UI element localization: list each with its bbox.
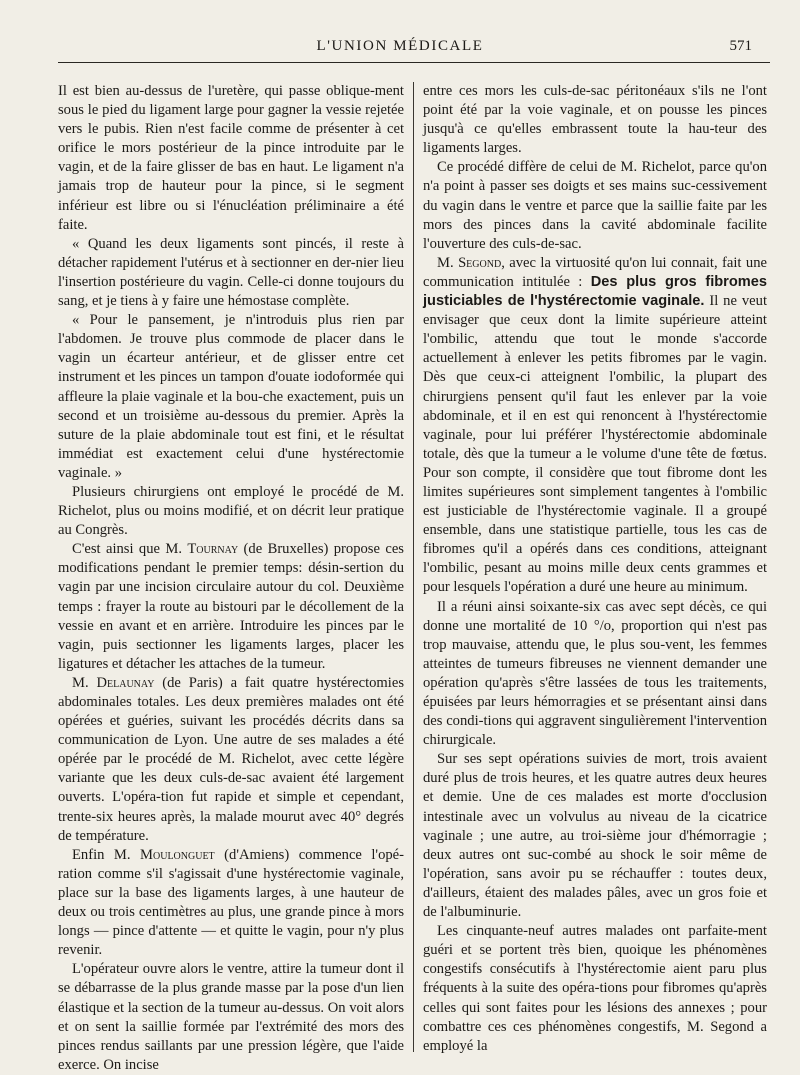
paragraph: « Pour le pansement, je n'introduis plus rien par l'abdomen. Je trouve plus commode de placer dans le vagin un écarteur antérieur, et de glisser entre cet instrument et les pinces un tampon d'ouate iodoformée qui affleure la plaie vaginale et la bou-che exactement, puis un second et un troisième au-dessous du premier. Après la suture de la plaie abdominale tout est fini, et le résultat immédiat est exactement celui d'une hystérectomie vaginale. »: [58, 312, 404, 481]
column-divider: [413, 82, 414, 1052]
running-head: [0, 38, 800, 60]
paragraph: [58, 540, 404, 674]
text-run: M.: [437, 254, 459, 271]
left-column: [58, 82, 404, 1075]
paragraph: Plusieurs chirurgiens ont employé le procédé de M. Richelot, plus ou moins modifié, et on décrit leur pratique au Congrès.: [58, 483, 404, 539]
text-run: (d'Amiens) commence l'opé-ration comme s'il s'agissait d'une hystérectomie vaginale, place sur la base des ligaments larges, à une hauteur de deux ou trois centimètres au plus, une grande pince à mors longs — pince d'attente — et quitte le vagin, pour n'y plus revenir.: [58, 846, 404, 959]
page-number: 571: [729, 38, 752, 54]
paragraph: L'opérateur ouvre alors le ventre, attire la tumeur dont il se débarrasse de la plus grande masse par la pose d'un lien élastique et la section de la tumeur au-dessus. On voit alors et on sent la saillie formée par l'extrémité des mors des pinces rendus saillants par une pression légère, que l'aide exerce. On incise: [58, 961, 404, 1073]
paragraph: « Quand les deux ligaments sont pincés, il reste à détacher rapidement l'utérus et à sectionner en der-nier lieu l'insertion postérieure du vagin. Celle-ci donne toujours du sang, et je tiens à y faire une hémostase complète.: [58, 235, 404, 310]
text-run: Il ne veut envisager que ceux dont la limite supérieure atteint l'ombilic, attendu que tout le monde s'accorde actuellement à enlever les petits fibromes par le vagin. Dès que ceux-ci atteignent l'ombilic, la plupart des chirurgiens pensent qu'il faut les enlever par la voie abdominale, et il en est qui renoncent à l'hystérectomie vaginale, pour lui préférer l'hystérectomie abdominale totale, dès que la tumeur a le volume d'une tête de fœtus. Pour son compte, il considère que tout fibrome dont les limites supérieures sont simplement tangentes à l'ombilic est justiciable de l'hystérectomie vaginale. Il a groupé ensemble, dans une statistique partielle, tous les cas de fibromes qu'il a opérés dans ces conditions, atteignant l'ombilic, pesant au moins mille deux cents grammes et pour lesquels l'opération a duré une heure au minimum.: [423, 293, 768, 596]
paragraph: Les cinquante-neuf autres malades ont parfaite-ment guéri et se portent très bien, quoique les phénomènes congestifs consécutifs à l'hystérectomie aient paru plus fréquents à la suite des opéra-tions pour fibromes qu'après celles qui sont faites pour les lésions des annexes ; pour combattre ces ces phénomènes congestifs, M. Segond a employé la: [423, 923, 767, 1054]
author-name: Delaunay: [96, 674, 155, 691]
text-run: M.: [72, 674, 97, 691]
text-run: (de Bruxelles) propose ces modifications pendant le premier temps: désin-sertion du vagin par une incision circulaire autour du col. Deuxième temps : frayer la route au bistouri par le décollement de la vessie en avant et en arrière. Introduire les pinces par le vagin, puis sectionner les ligaments larges, placer les ligatures et détacher les attaches de la tumeur.: [58, 541, 404, 672]
author-name: Tournay: [187, 541, 239, 558]
paragraph: Sur ses sept opérations suivies de mort, trois avaient duré plus de trois heures, et les quatre autres deux heures et demie. Une de ces malades est morte d'occlusion intestinale avec un volvulus au niveau de la cicatrice vaginale ; une autre, au troi-sième jour d'hémorragie ; deux autres ont suc-combé au shock le soir même de l'opération, sans avoir pu se réchauffer : toutes deux, d'ailleurs, étaient des malades pâles, avec un gros foie et de l'albuminurie.: [423, 751, 767, 921]
journal-title: L'UNION MÉDICALE: [316, 38, 484, 54]
paragraph: Il a réuni ainsi soixante-six cas avec sept décès, ce qui donne une mortalité de 10 °/o, proportion qui n'est pas trop mauvaise, attendu que, le plus sou-vent, les femmes atteintes de tumeurs fibreuses ne viennent demander une opération qu'après s'être lassées de tous les traitements, épuisées par leurs hémorragies et se présentant ainsi dans des condi-tions qui aggravent singulièrement l'intervention chirurgicale.: [423, 598, 767, 749]
paragraph: [58, 846, 404, 961]
paragraph: Ce procédé diffère de celui de M. Richelot, parce qu'on n'a point à passer ses doigts et ses mains suc-cessivement du vagin dans le ventre et parce que la saillie faite par les mors des pinces dans la cavité abdominale facilite l'ouverture des culs-de-sac.: [423, 159, 767, 252]
communication-title: Des plus gros fibromes justiciables de l'hystérectomie vaginale.: [423, 273, 767, 310]
text-run: (de Paris) a fait quatre hystérectomies abdominales totales. Les deux premières malades ont été opérées et guéries, suivant les procédés décrits dans sa communication de Lyon. Une autre de ses malades a été opérée par le procédé de M. Richelot, avec cette légère variante que les deux culs-de-sac avaient été largement ouverts. L'opéra-tion fut rapide et simple et cependant, trente-six heures après, la malade mourut avec 40° degrés de température.: [58, 674, 404, 844]
text-run: , avec la virtuosité qu'on lui connait, fait une communication intitulée :: [423, 254, 767, 290]
text-run: Enfin M.: [72, 846, 141, 863]
paragraph: [58, 674, 404, 846]
author-name: Segond: [458, 254, 502, 271]
author-name: Moulonguet: [140, 846, 215, 863]
right-column: [423, 82, 767, 1056]
text-run: C'est ainsi que M.: [72, 541, 188, 558]
paragraph: Il est bien au-dessus de l'uretère, qui passe oblique-ment sous le pied du ligament large pour gagner la vessie rejetée vers le pubis. Rien n'est facile comme de présenter à cet orifice le mors postérieur de la pince introduite par le vagin, et de la faire glisser de bas en haut. Le ligament n'a jamais trop de hauteur pour la pince, si le segment inférieur est libre ou si l'énucléation préliminaire a été faite.: [58, 83, 404, 233]
header-rule: [58, 62, 770, 63]
paragraph: [423, 254, 767, 598]
paragraph: entre ces mors les culs-de-sac péritonéaux s'ils ne l'ont point été par la voie vaginale, et on pousse les pinces jusqu'à ce qu'elles embrassent toute la hau-teur des ligaments larges.: [423, 83, 767, 157]
